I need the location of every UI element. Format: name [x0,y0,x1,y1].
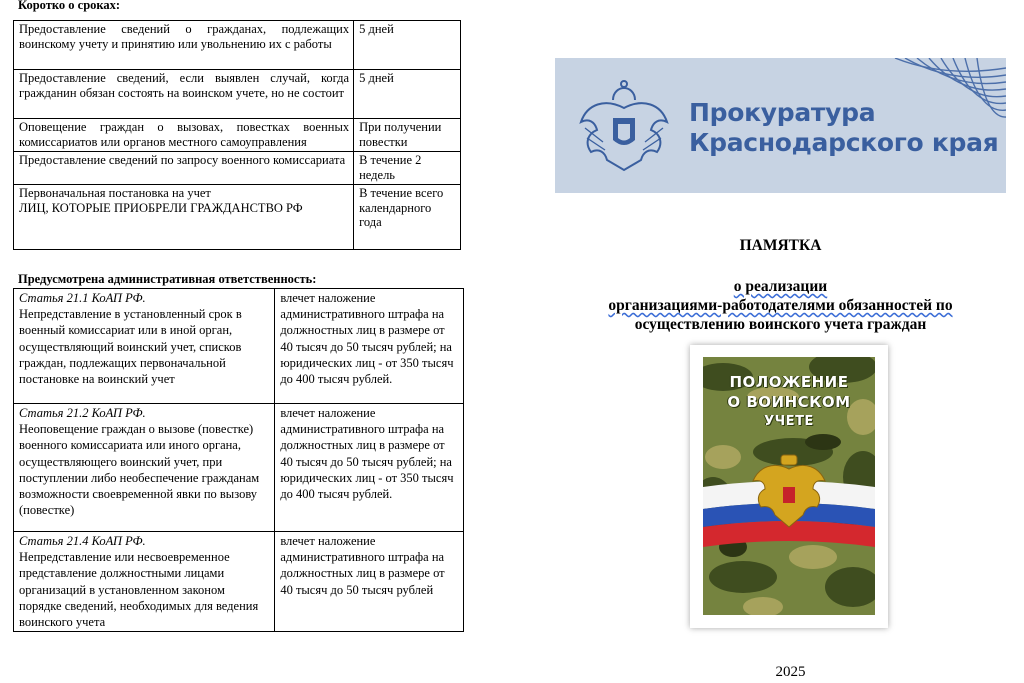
task-cell: Предоставление сведений по запросу военного комиссариата [14,152,354,185]
deadlines-heading: Коротко о сроках: [18,0,121,12]
task-cell: Предоставление сведений, если выявлен случай, когда гражданин обязан состоять на воинском учете, но не состоит [14,70,354,119]
table-row [14,532,464,632]
task-cell: Оповещение граждан о вызовах, повестках военных комиссариатов или органов местного самоуправления [14,119,354,152]
memo-title: ПАМЯТКА [739,237,822,254]
table-row [14,185,461,250]
book-title-line: УЧЕТЕ [764,414,814,429]
book-title-line: О ВОИНСКОМ [727,393,851,411]
term-cell: В течение всего календарного года [354,185,461,250]
term-cell: 5 дней [354,21,461,70]
table-row [14,119,461,152]
term-cell: 5 дней [354,70,461,119]
table-row [14,289,464,404]
offense-text: Неоповещение граждан о вызове (повестке) военного комиссариата или иного органа, осуществляющего воинский учет, при поступлении либо необеспечение гражданам возможности своевременной явки по вызову (повестке) [19,422,260,518]
deadlines-table [13,20,461,250]
table-row [14,70,461,119]
table-row [14,21,461,70]
task-line: ЛИЦ, КОТОРЫЕ ПРИОБРЕЛИ ГРАЖДАНСТВО РФ [19,200,303,215]
prosecutor-banner [555,58,1006,193]
memo-subtitle [555,277,1006,334]
banner-title [689,98,998,158]
article-label: Статья 21.2 КоАП РФ. [19,406,146,420]
offense-cell [14,289,275,404]
article-label: Статья 21.4 КоАП РФ. [19,534,146,548]
memo-line: организациями-работодателями обязанностей по [608,297,953,314]
memo-line: о реализации [733,278,828,295]
liability-heading: Предусмотрена административная ответственность: [18,272,317,286]
offense-text: Непредставление в установленный срок в военный комиссариат или в иной орган, осуществляющий воинский учет, списков граждан, подлежащих первоначальной постановке на воинский учет [19,307,242,387]
offense-cell [14,404,275,532]
table-row [14,152,461,185]
table-row [14,404,464,532]
memo-line: осуществлению воинского учета граждан [634,316,927,333]
term-cell: В течение 2 недель [354,152,461,185]
offense-text: Непредставление или несвоевременное представление должностными лицами организаций в установленном законом порядке сведений, необходимых для ведения воинского учета [19,550,259,630]
penalty-cell: влечет наложение административного штрафа на должностных лиц в размере от 40 тысяч до 50 тысяч рублей; на юридических лиц - от 350 тысяч до 400 тысяч рублей. [275,404,464,532]
task-cell [14,185,354,250]
liability-table [13,288,464,632]
banner-line: Краснодарского края [689,128,999,157]
banner-line: Прокуратура [689,98,876,127]
penalty-cell: влечет наложение административного штрафа на должностных лиц в размере от 40 тысяч до 50 тысяч рублей [275,532,464,632]
book-cover-image [703,357,875,615]
task-line: Первоначальная постановка на учет [19,186,211,200]
penalty-cell: влечет наложение административного штрафа на должностных лиц в размере от 40 тысяч до 50 тысяч рублей; на юридических лиц - от 350 тысяч до 400 тысяч рублей. [275,289,464,404]
task-cell: Предоставление сведений о гражданах, подлежащих воинскому учету и принятию или увольнению их с работы [14,21,354,70]
term-cell: При получении повестки [354,119,461,152]
book-title-line: ПОЛОЖЕНИЕ [729,373,849,391]
offense-cell [14,532,275,632]
double-eagle-emblem-icon [575,78,673,180]
year-label: 2025 [775,664,806,680]
article-label: Статья 21.1 КоАП РФ. [19,291,146,305]
